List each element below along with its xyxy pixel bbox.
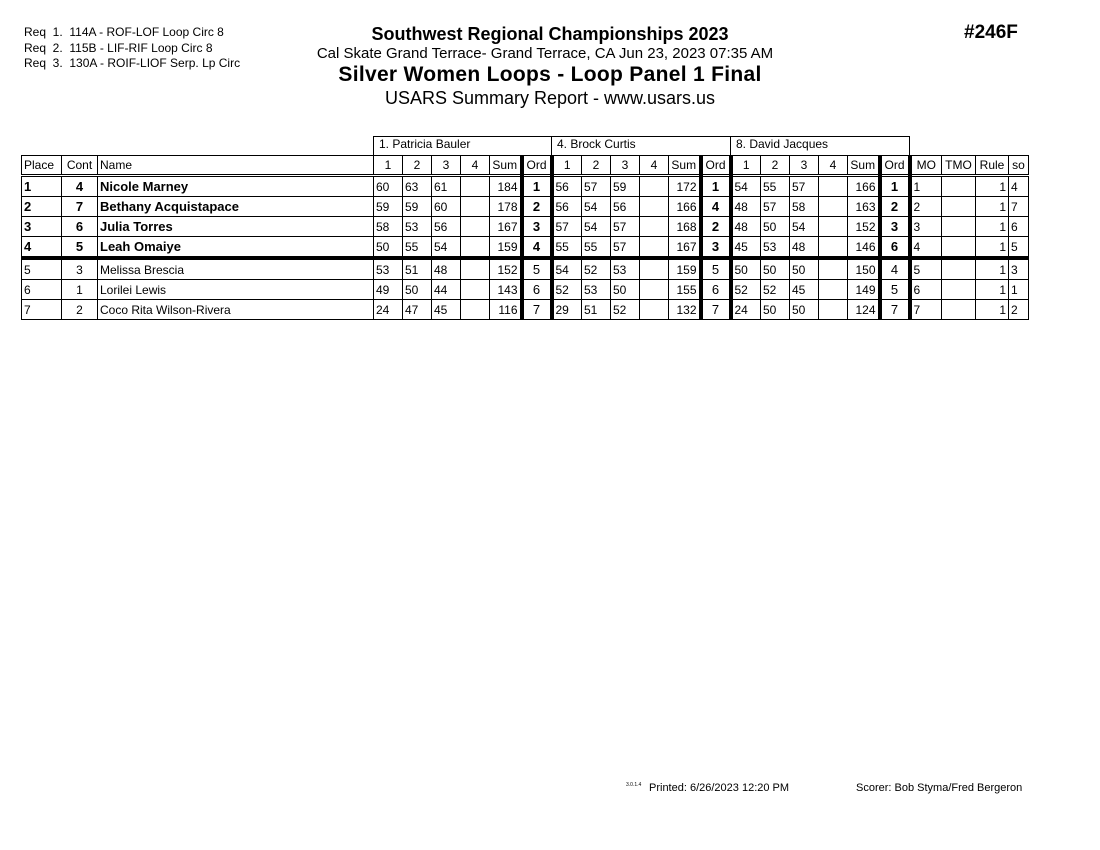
judge3-sum-cell: 152 <box>848 217 880 237</box>
majority-ordinal-cell: 7 <box>910 300 942 320</box>
judge3-score-cell: 52 <box>761 280 790 300</box>
judge2-ordinal-cell: 6 <box>701 280 731 300</box>
place-cell: 7 <box>22 300 62 320</box>
judge1-score-cell: 59 <box>403 197 432 217</box>
col-judge1-2: 2 <box>403 156 432 176</box>
judge1-score-cell: 61 <box>432 176 461 197</box>
majority-ordinal-cell: 1 <box>910 176 942 197</box>
judge1-score-cell: 63 <box>403 176 432 197</box>
tmo-cell <box>942 217 976 237</box>
judge1-score-cell: 53 <box>374 258 403 280</box>
judge2-score-cell: 56 <box>552 176 582 197</box>
majority-ordinal-cell: 2 <box>910 197 942 217</box>
judge1-score-cell: 45 <box>432 300 461 320</box>
judge2-score-cell: 55 <box>582 237 611 259</box>
col-judge2-4: 4 <box>640 156 669 176</box>
judge1-score-cell: 59 <box>374 197 403 217</box>
col-judge2-2: 2 <box>582 156 611 176</box>
col-judge3-2: 2 <box>761 156 790 176</box>
judge3-score-cell: 52 <box>731 280 761 300</box>
judge3-score-cell: 57 <box>761 197 790 217</box>
judge3-score-cell: 57 <box>790 176 819 197</box>
judge2-ordinal-cell: 4 <box>701 197 731 217</box>
judge1-sum-cell: 167 <box>490 217 522 237</box>
col-judge2-ord: Ord <box>701 156 731 176</box>
rule-cell: 1 <box>976 197 1009 217</box>
judge2-ordinal-cell: 3 <box>701 237 731 259</box>
contestant-number-cell: 1 <box>62 280 98 300</box>
skater-name-cell: Nicole Marney <box>98 176 374 197</box>
judge1-score-cell: 47 <box>403 300 432 320</box>
judge2-sum-cell: 155 <box>669 280 701 300</box>
judge3-sum-cell: 146 <box>848 237 880 259</box>
rule-cell: 1 <box>976 176 1009 197</box>
judge3-score-cell: 54 <box>790 217 819 237</box>
rule-cell: 1 <box>976 258 1009 280</box>
col-judge3-ord: Ord <box>880 156 910 176</box>
col-judge2-sum: Sum <box>669 156 701 176</box>
judge2-sum-cell: 167 <box>669 237 701 259</box>
judge3-score-cell <box>819 197 848 217</box>
col-judge1-4: 4 <box>461 156 490 176</box>
judge3-score-cell: 48 <box>790 237 819 259</box>
skater-name-cell: Coco Rita Wilson-Rivera <box>98 300 374 320</box>
majority-ordinal-cell: 5 <box>910 258 942 280</box>
skater-name-cell: Lorilei Lewis <box>98 280 374 300</box>
skater-name-cell: Bethany Acquistapace <box>98 197 374 217</box>
table-row <box>22 176 1029 197</box>
judge3-sum-cell: 149 <box>848 280 880 300</box>
judge3-score-cell <box>819 176 848 197</box>
judge2-score-cell: 52 <box>552 280 582 300</box>
judge1-score-cell: 58 <box>374 217 403 237</box>
judge1-score-cell: 54 <box>432 237 461 259</box>
rule-cell: 1 <box>976 237 1009 259</box>
judge3-score-cell: 45 <box>731 237 761 259</box>
judge2-sum-cell: 166 <box>669 197 701 217</box>
judge2-ordinal-cell: 2 <box>701 217 731 237</box>
majority-ordinal-cell: 3 <box>910 217 942 237</box>
judge2-score-cell: 52 <box>582 258 611 280</box>
judge1-sum-cell: 152 <box>490 258 522 280</box>
judge3-score-cell <box>819 217 848 237</box>
col-judge2-3: 3 <box>611 156 640 176</box>
col-tmo: TMO <box>942 156 976 176</box>
judge3-score-cell <box>819 280 848 300</box>
judge1-ordinal-cell: 5 <box>522 258 552 280</box>
judge1-ordinal-cell: 1 <box>522 176 552 197</box>
column-header-row <box>22 156 1029 176</box>
place-cell: 1 <box>22 176 62 197</box>
col-so: so <box>1009 156 1029 176</box>
judge2-score-cell: 56 <box>552 197 582 217</box>
place-cell: 4 <box>22 237 62 259</box>
tmo-cell <box>942 258 976 280</box>
start-order-cell: 1 <box>1009 280 1029 300</box>
software-version: 3.0.1.4 <box>626 782 642 788</box>
judge2-score-cell <box>640 258 669 280</box>
start-order-cell: 2 <box>1009 300 1029 320</box>
place-cell: 6 <box>22 280 62 300</box>
judge1-sum-cell: 116 <box>490 300 522 320</box>
judge1-score-cell: 51 <box>403 258 432 280</box>
col-judge3-3: 3 <box>790 156 819 176</box>
col-mo: MO <box>910 156 942 176</box>
venue-datetime: Cal Skate Grand Terrace- Grand Terrace, CA Jun 23, 2023 07:35 AM <box>316 45 774 62</box>
rule-cell: 1 <box>976 300 1009 320</box>
judge1-score-cell: 48 <box>432 258 461 280</box>
judge3-ordinal-cell: 5 <box>880 280 910 300</box>
judge3-score-cell: 50 <box>731 258 761 280</box>
table-row <box>22 300 1029 320</box>
judge1-score-cell: 50 <box>403 280 432 300</box>
majority-ordinal-cell: 6 <box>910 280 942 300</box>
judge2-score-cell: 54 <box>582 197 611 217</box>
judge1-score-cell: 53 <box>403 217 432 237</box>
requirements-list <box>24 25 240 72</box>
judge1-score-cell <box>461 300 490 320</box>
rule-cell: 1 <box>976 217 1009 237</box>
judge2-score-cell: 29 <box>552 300 582 320</box>
place-cell: 3 <box>22 217 62 237</box>
judge2-sum-cell: 159 <box>669 258 701 280</box>
judge1-sum-cell: 159 <box>490 237 522 259</box>
judge2-score-cell: 57 <box>611 217 640 237</box>
judge2-score-cell: 59 <box>611 176 640 197</box>
col-judge1-1: 1 <box>374 156 403 176</box>
judge-1-name: 1. Patricia Bauler <box>374 137 552 156</box>
judge3-score-cell: 45 <box>790 280 819 300</box>
judge1-sum-cell: 178 <box>490 197 522 217</box>
judge-header-row <box>22 137 1029 156</box>
judge1-ordinal-cell: 2 <box>522 197 552 217</box>
contestant-number-cell: 4 <box>62 176 98 197</box>
judge-3-name: 8. David Jacques <box>731 137 910 156</box>
judge3-score-cell: 50 <box>761 300 790 320</box>
judge3-score-cell <box>819 258 848 280</box>
col-place: Place <box>22 156 62 176</box>
contestant-number-cell: 5 <box>62 237 98 259</box>
majority-ordinal-cell: 4 <box>910 237 942 259</box>
judge1-score-cell <box>461 258 490 280</box>
judge2-score-cell: 57 <box>611 237 640 259</box>
judge2-score-cell: 57 <box>582 176 611 197</box>
place-cell: 5 <box>22 258 62 280</box>
judge3-score-cell: 53 <box>761 237 790 259</box>
judge2-ordinal-cell: 7 <box>701 300 731 320</box>
judge2-score-cell <box>640 217 669 237</box>
judge3-ordinal-cell: 6 <box>880 237 910 259</box>
judge2-score-cell: 50 <box>611 280 640 300</box>
start-order-cell: 4 <box>1009 176 1029 197</box>
skater-name-cell: Melissa Brescia <box>98 258 374 280</box>
place-cell: 2 <box>22 197 62 217</box>
col-cont: Cont <box>62 156 98 176</box>
results-table <box>21 136 1029 320</box>
judge1-score-cell <box>461 280 490 300</box>
judge2-sum-cell: 172 <box>669 176 701 197</box>
judge1-ordinal-cell: 6 <box>522 280 552 300</box>
table-row <box>22 280 1029 300</box>
requirement-2: Req 2. 115B - LIF-RIF Loop Circ 8 <box>24 40 213 55</box>
report-subtitle: USARS Summary Report - www.usars.us <box>384 88 716 108</box>
judge1-score-cell: 49 <box>374 280 403 300</box>
judge1-score-cell: 60 <box>374 176 403 197</box>
table-row <box>22 258 1029 280</box>
judge3-ordinal-cell: 2 <box>880 197 910 217</box>
judge3-score-cell: 50 <box>790 300 819 320</box>
contestant-number-cell: 3 <box>62 258 98 280</box>
judge2-score-cell: 57 <box>552 217 582 237</box>
competition-title: Southwest Regional Championships 2023 <box>371 24 729 44</box>
judge1-score-cell: 56 <box>432 217 461 237</box>
col-judge3-sum: Sum <box>848 156 880 176</box>
judge1-ordinal-cell: 4 <box>522 237 552 259</box>
judge3-score-cell: 54 <box>731 176 761 197</box>
judge3-score-cell: 55 <box>761 176 790 197</box>
skater-name-cell: Leah Omaiye <box>98 237 374 259</box>
judge2-score-cell <box>640 237 669 259</box>
tmo-cell <box>942 237 976 259</box>
judge1-score-cell: 44 <box>432 280 461 300</box>
contestant-number-cell: 7 <box>62 197 98 217</box>
col-name: Name <box>98 156 374 176</box>
judge3-score-cell: 48 <box>731 197 761 217</box>
tmo-cell <box>942 176 976 197</box>
judge1-score-cell: 60 <box>432 197 461 217</box>
scorer-names: Scorer: Bob Styma/Fred Bergeron <box>856 782 1023 794</box>
judge-2-name: 4. Brock Curtis <box>552 137 731 156</box>
table-row <box>22 217 1029 237</box>
tmo-cell <box>942 197 976 217</box>
judge2-score-cell: 55 <box>552 237 582 259</box>
judge2-score-cell <box>640 280 669 300</box>
judge3-ordinal-cell: 7 <box>880 300 910 320</box>
judge2-sum-cell: 168 <box>669 217 701 237</box>
col-rule: Rule <box>976 156 1009 176</box>
col-judge3-4: 4 <box>819 156 848 176</box>
tmo-cell <box>942 300 976 320</box>
judge1-score-cell <box>461 217 490 237</box>
report-header <box>280 24 820 110</box>
judge3-sum-cell: 166 <box>848 176 880 197</box>
table-row <box>22 237 1029 259</box>
requirement-3: Req 3. 130A - ROIF-LIOF Serp. Lp Circ <box>24 56 241 70</box>
printed-timestamp: Printed: 6/26/2023 12:20 PM <box>649 782 790 794</box>
start-order-cell: 5 <box>1009 237 1029 259</box>
event-number: #246F <box>964 22 1018 43</box>
event-title: Silver Women Loops - Loop Panel 1 Final <box>338 63 762 86</box>
judge3-sum-cell: 150 <box>848 258 880 280</box>
judge2-ordinal-cell: 1 <box>701 176 731 197</box>
judge2-ordinal-cell: 5 <box>701 258 731 280</box>
judge3-score-cell <box>819 300 848 320</box>
judge1-ordinal-cell: 7 <box>522 300 552 320</box>
judge2-score-cell <box>640 176 669 197</box>
judge3-ordinal-cell: 4 <box>880 258 910 280</box>
col-judge3-1: 1 <box>731 156 761 176</box>
judge3-score-cell: 58 <box>790 197 819 217</box>
table-row <box>22 197 1029 217</box>
start-order-cell: 3 <box>1009 258 1029 280</box>
skater-name-cell: Julia Torres <box>98 217 374 237</box>
judge1-ordinal-cell: 3 <box>522 217 552 237</box>
judge2-score-cell: 51 <box>582 300 611 320</box>
col-judge1-sum: Sum <box>490 156 522 176</box>
contestant-number-cell: 6 <box>62 217 98 237</box>
col-judge1-ord: Ord <box>522 156 552 176</box>
start-order-cell: 6 <box>1009 217 1029 237</box>
requirement-1: Req 1. 114A - ROF-LOF Loop Circ 8 <box>24 25 224 39</box>
col-judge1-3: 3 <box>432 156 461 176</box>
judge2-score-cell: 56 <box>611 197 640 217</box>
judge1-score-cell: 24 <box>374 300 403 320</box>
judge1-score-cell: 55 <box>403 237 432 259</box>
judge2-score-cell <box>640 197 669 217</box>
judge1-sum-cell: 143 <box>490 280 522 300</box>
judge3-score-cell: 50 <box>761 217 790 237</box>
judge3-sum-cell: 124 <box>848 300 880 320</box>
judge3-ordinal-cell: 1 <box>880 176 910 197</box>
judge3-score-cell: 50 <box>761 258 790 280</box>
judge3-score-cell <box>819 237 848 259</box>
judge1-sum-cell: 184 <box>490 176 522 197</box>
judge1-score-cell <box>461 197 490 217</box>
judge3-score-cell: 50 <box>790 258 819 280</box>
judge2-score-cell <box>640 300 669 320</box>
rule-cell: 1 <box>976 280 1009 300</box>
judge3-ordinal-cell: 3 <box>880 217 910 237</box>
judge2-score-cell: 52 <box>611 300 640 320</box>
judge2-score-cell: 54 <box>582 217 611 237</box>
judge3-score-cell: 48 <box>731 217 761 237</box>
judge2-sum-cell: 132 <box>669 300 701 320</box>
judge2-score-cell: 54 <box>552 258 582 280</box>
tmo-cell <box>942 280 976 300</box>
contestant-number-cell: 2 <box>62 300 98 320</box>
judge2-score-cell: 53 <box>611 258 640 280</box>
start-order-cell: 7 <box>1009 197 1029 217</box>
judge3-sum-cell: 163 <box>848 197 880 217</box>
col-judge2-1: 1 <box>552 156 582 176</box>
judge2-score-cell: 53 <box>582 280 611 300</box>
judge1-score-cell: 50 <box>374 237 403 259</box>
judge3-score-cell: 24 <box>731 300 761 320</box>
judge1-score-cell <box>461 237 490 259</box>
judge1-score-cell <box>461 176 490 197</box>
